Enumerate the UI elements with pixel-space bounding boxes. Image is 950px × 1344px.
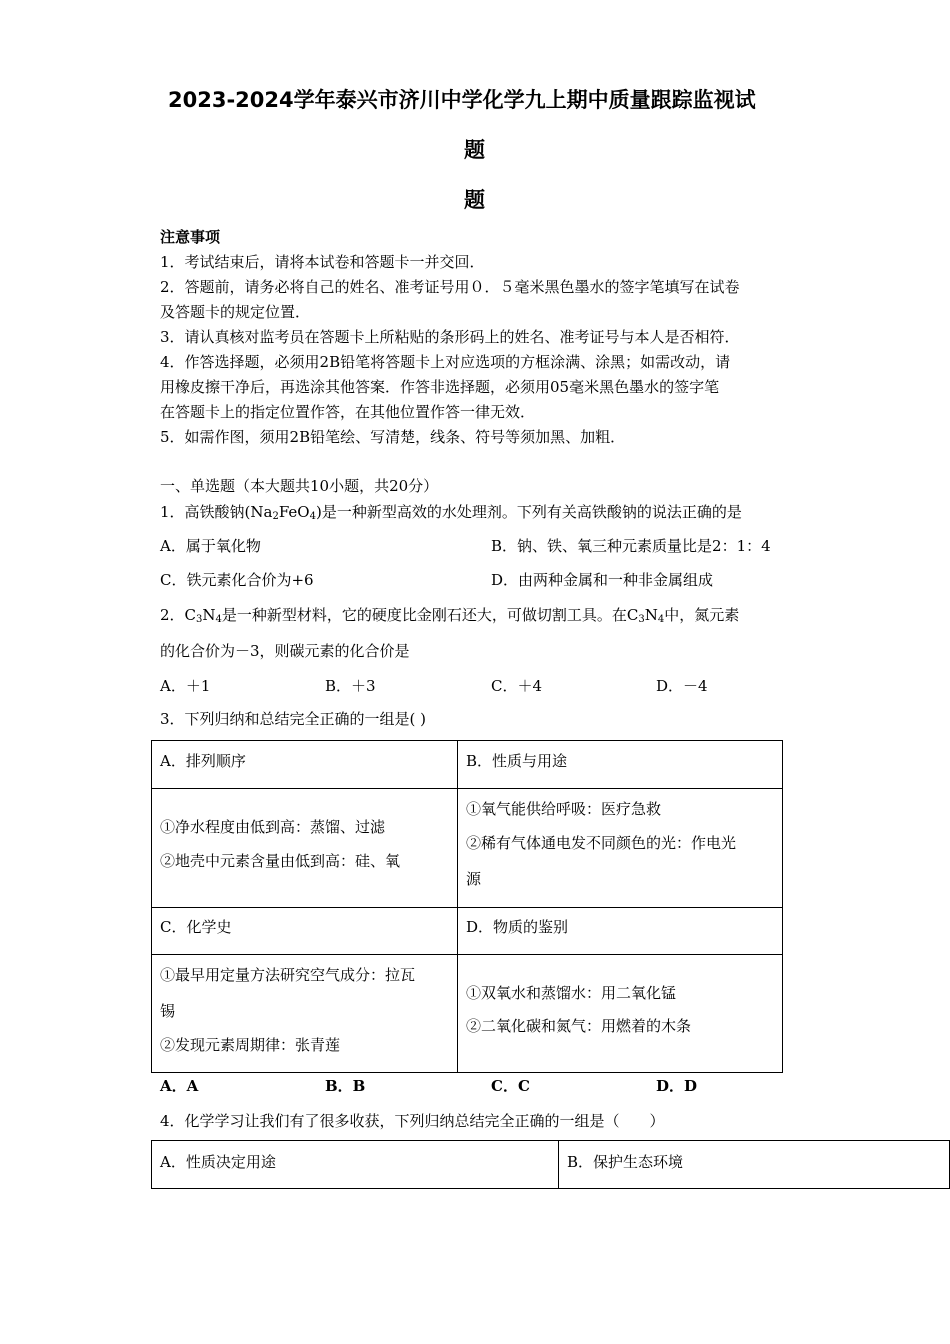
q4-table-b-heading: B．保护生态环境 bbox=[567, 1153, 684, 1171]
table-c-item-2: ②发现元素周期律：张青莲 bbox=[160, 1036, 341, 1054]
question-2-option-c: C．＋4 bbox=[491, 677, 543, 695]
question-3-option-b: B．B bbox=[325, 1077, 366, 1095]
table-a-heading: A．排列顺序 bbox=[160, 752, 246, 770]
table-b-item-2-cont: 源 bbox=[466, 870, 482, 888]
question-1-option-b: B．钠、铁、氧三种元素质量比是2：1：4 bbox=[491, 537, 771, 555]
page-subtitle: 题 bbox=[464, 188, 485, 212]
notice-item-2-cont: 及答题卡的规定位置． bbox=[160, 303, 311, 321]
notice-item-1: 1．考试结束后，请将本试卷和答题卡一并交回． bbox=[160, 253, 485, 271]
question-3-option-a: A．A bbox=[160, 1077, 199, 1095]
q4-table-a-heading: A．性质决定用途 bbox=[160, 1153, 276, 1171]
notice-heading: 注意事项 bbox=[160, 228, 221, 246]
question-4-stem: 4．化学学习让我们有了很多收获，下列归纳总结完全正确的一组是（ ） bbox=[160, 1112, 665, 1130]
table-b-heading: B．性质与用途 bbox=[466, 752, 568, 770]
question-2-stem-cont: 的化合价为－3，则碳元素的化合价是 bbox=[160, 642, 410, 660]
question-1-option-d: D．由两种金属和一种非金属组成 bbox=[491, 571, 714, 589]
question-3-stem: 3．下列归纳和总结完全正确的一组是( ) bbox=[160, 710, 427, 728]
table-d-item-2: ②二氧化碳和氮气：用燃着的木条 bbox=[466, 1017, 692, 1035]
notice-item-5: 5．如需作图，须用2B铅笔绘、写清楚，线条、符号等须加黑、加粗． bbox=[160, 428, 626, 446]
question-2-option-b: B．＋3 bbox=[325, 677, 376, 695]
notice-item-4-cont2: 在答题卡上的指定位置作答，在其他位置作答一律无效． bbox=[160, 403, 536, 421]
notice-item-3: 3．请认真核对监考员在答题卡上所粘贴的条形码上的姓名、准考证号与本人是否相符． bbox=[160, 328, 740, 346]
question-2-option-d: D．－4 bbox=[656, 677, 708, 695]
section-heading: 一、单选题（本大题共10小题，共20分） bbox=[160, 477, 439, 495]
question-1-option-c: C．铁元素化合价为+6 bbox=[160, 571, 314, 589]
question-1-option-a: A．属于氧化物 bbox=[160, 537, 261, 555]
table-d-item-1: ①双氧水和蒸馏水：用二氧化锰 bbox=[466, 984, 677, 1002]
page-title-continued: 题 bbox=[464, 138, 485, 162]
question-1-stem: 1．高铁酸钠$(Na_2FeO_4)$是一种新型高效的水处理剂。下列有关高铁酸钠的说法正确的是 bbox=[160, 503, 742, 522]
table-a-item-2: ②地壳中元素含量由低到高：硅、氧 bbox=[160, 852, 401, 870]
table-c-item-1-cont: 锡 bbox=[160, 1002, 176, 1020]
question-3-option-d: D．D bbox=[656, 1077, 698, 1095]
notice-item-2: 2．答题前，请务必将自己的姓名、准考证号用０．５毫米黑色墨水的签字笔填写在试卷 bbox=[160, 278, 740, 296]
table-a-item-1: ①净水程度由低到高：蒸馏、过滤 bbox=[160, 818, 386, 836]
table-c-item-1: ①最早用定量方法研究空气成分：拉瓦 bbox=[160, 966, 416, 984]
question-2-option-a: A．＋1 bbox=[160, 677, 211, 695]
table-cell-a-body bbox=[151, 788, 458, 908]
table-cell-d-body bbox=[457, 954, 783, 1073]
notice-item-4: 4．作答选择题，必须用2B铅笔将答题卡上对应选项的方框涂满、涂黑；如需改动，请 bbox=[160, 353, 731, 371]
table-b-item-1: ①氧气能供给呼吸：医疗急救 bbox=[466, 800, 662, 818]
table-b-item-2: ②稀有气体通电发不同颜色的光：作电光 bbox=[466, 834, 737, 852]
table-d-heading: D．物质的鉴别 bbox=[466, 918, 569, 936]
page-title: 2023-2024学年泰兴市济川中学化学九上期中质量跟踪监视试 bbox=[168, 88, 756, 112]
question-3-option-c: C．C bbox=[491, 1077, 530, 1095]
table-c-heading: C．化学史 bbox=[160, 918, 232, 936]
question-2-stem: 2．$C_3N_4$是一种新型材料，它的硬度比金刚石还大，可做切割工具。在$C_3N_4$中，氮元素 bbox=[160, 606, 740, 625]
notice-item-4-cont1: 用橡皮擦干净后，再选涂其他答案．作答非选择题，必须用05毫米黑色墨水的签字笔 bbox=[160, 378, 720, 396]
